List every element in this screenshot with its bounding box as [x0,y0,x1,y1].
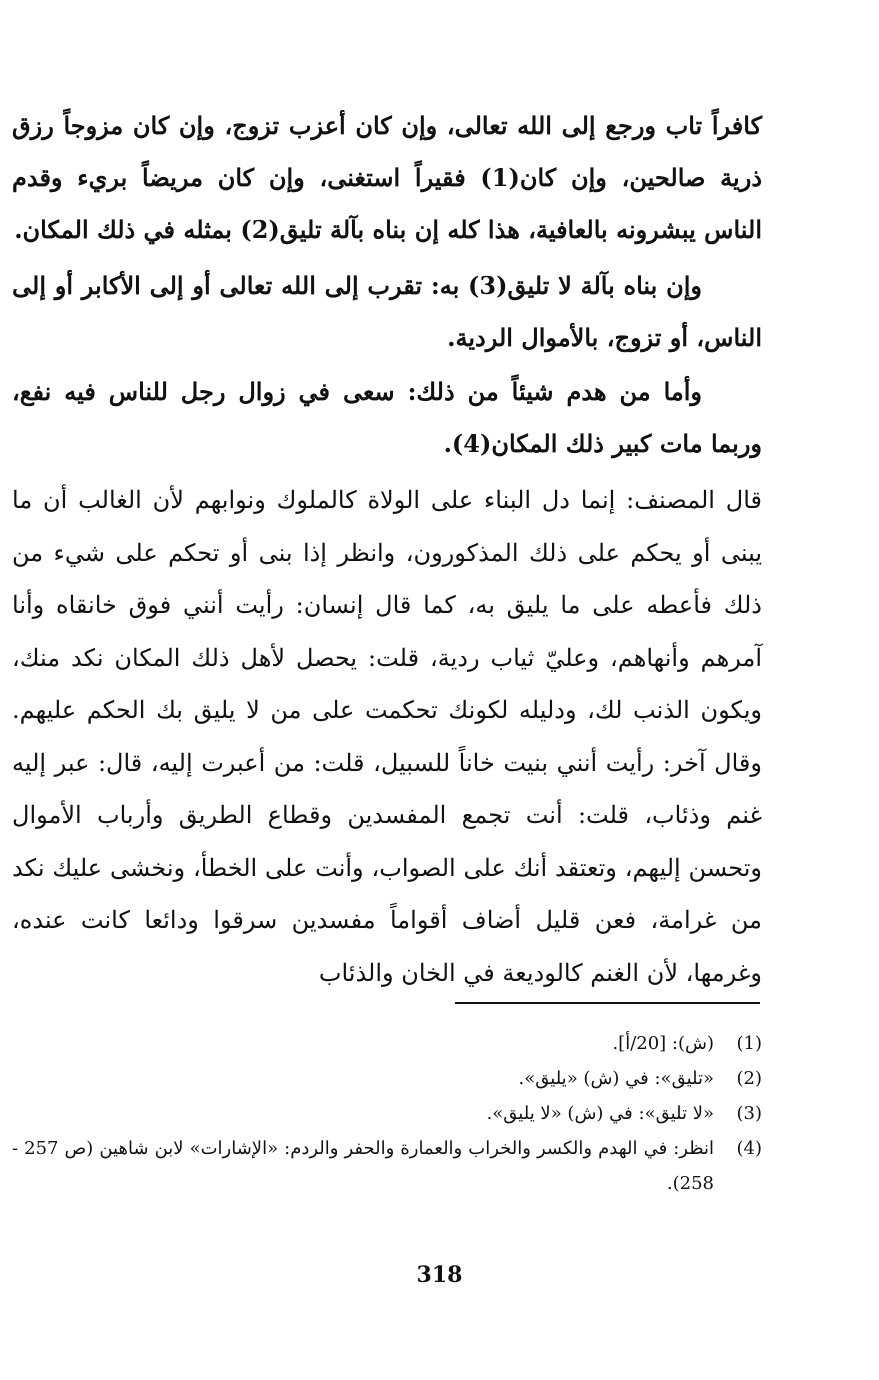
footnote-text: (ش): [20/أ]. [612,1033,714,1054]
footnote-2 [12,1061,762,1096]
paragraph-2: وإن بناه بآلة لا تليق(3) به: تقرب إلى الله تعالى أو إلى الأكابر أو إلى الناس، أو تزوج، بالأموال الردية. [12,271,762,352]
paragraph-3: وأما من هدم شيئاً من ذلك: سعى في زوال رجل للناس فيه نفع، وربما مات كبير ذلك المكان(4). [12,377,762,458]
footnote-text: «لا تليق»: في (ش) «لا يليق». [486,1103,714,1124]
paragraph-1: كافراً تاب ورجع إلى الله تعالى، وإن كان أعزب تزوج، وإن كان مزوجاً رزق ذرية صالحين، وإن كان(1) فقيراً استغنى، وإن كان مريضاً بريء وقدم الناس يبشرونه بالعافية، هذا كله إن بناه بآلة تليق(2) بمثله في ذلك المكان. [12,111,763,244]
footnote-number: (3) [736,1103,762,1124]
footnote-text: انظر: في الهدم والكسر والخراب والعمارة والحفر والردم: «الإشارات» لابن شاهين (ص 257 - 258). [12,1138,714,1194]
footnote-number: (4) [736,1138,762,1159]
footnote-number: (1) [736,1033,762,1054]
footnote-text: «تليق»: في (ش) «يليق». [518,1068,714,1089]
footnote-4 [12,1131,762,1201]
paragraph-4: قال المصنف: إنما دل البناء على الولاة كالملوك ونوابهم لأن الغالب أن ما يبنى أو يحكم على ذلك المذكورون، وانظر إذا بنى أو تحكم على شيء من ذلك فأعطه على ما يليق به، كما قال إنسان: رأيت أنني فوق خانقاه وأنا آمرهم وأنهاهم، وعليّ ثياب ردية، قلت: يحصل لأهل ذلك المكان نكد منك، ويكون الذنب لك، ودليله لكونك تحكمت على من لا يليق بك الحكم عليهم. وقال آخر: رأيت أنني بنيت خاناً للسبيل، قلت: من أعبرت إليه، قال: عبر إليه غنم وذئاب، قلت: أنت تجمع المفسدين وقطاع الطريق وأرباب الأموال وتحسن إليهم، وتعتقد أنك على الصواب، وأنت على الخطأ، ونخشى عليك نكد من غرامة، فعن قليل أضاف أقواماً مفسدين سرقوا ودائعا كانت عنده، وغرمها، لأن الغنم كالوديعة في الخان والذئاب [12,486,762,987]
page-number: 318 [416,1262,463,1288]
footnotes [12,1026,762,1201]
footnote-3 [12,1096,762,1131]
footnote-separator [455,1002,760,1004]
footnote-1 [12,1026,762,1061]
footnote-number: (2) [736,1068,762,1089]
